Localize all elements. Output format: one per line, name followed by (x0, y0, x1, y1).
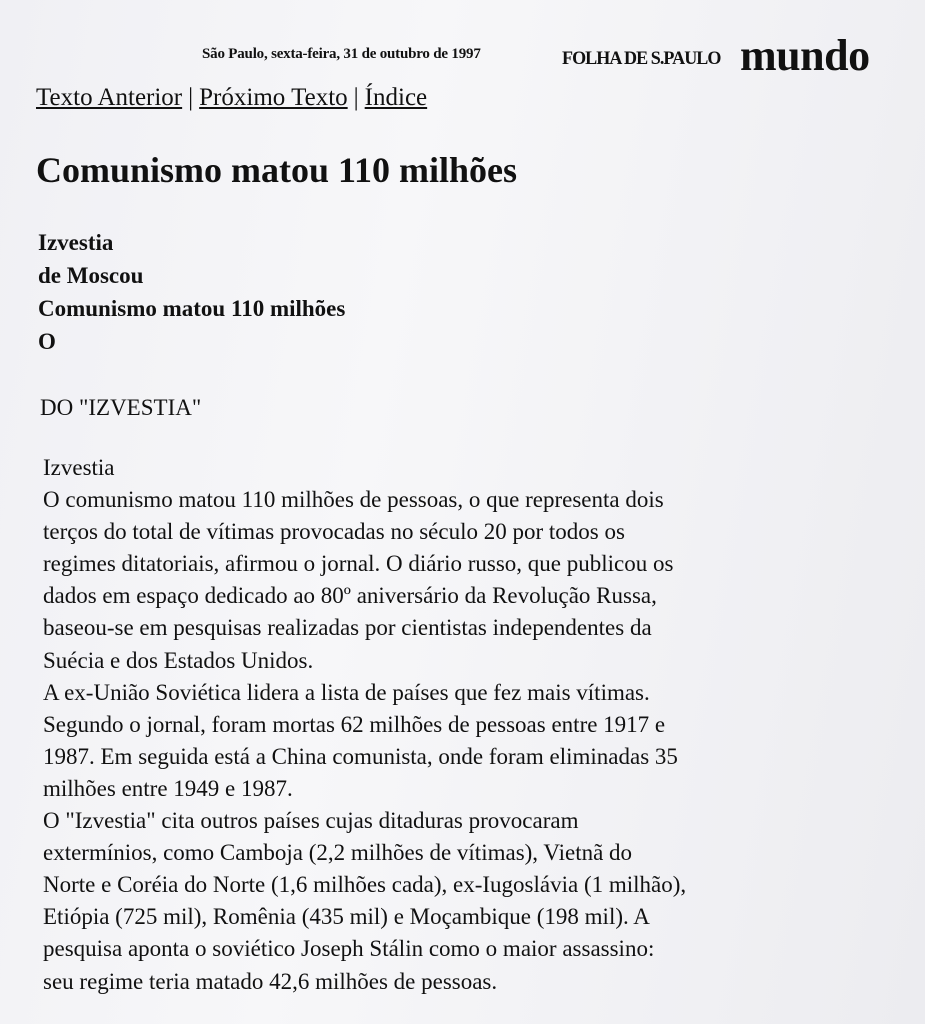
byline-line: O (38, 329, 56, 354)
body-line: 1987. Em seguida está a China comunista, onde foram eliminadas 35 (43, 743, 678, 769)
body-line: milhões entre 1949 e 1987. (43, 775, 293, 801)
nav-separator: | (188, 84, 194, 111)
body-line: Suécia e dos Estados Unidos. (43, 647, 314, 673)
body-line: pesquisa aponta o soviético Joseph Stálin como o maior assassino: (43, 936, 655, 962)
dateline: São Paulo, sexta-feira, 31 de outubro de 1997 (202, 46, 481, 62)
body-line: baseou-se em pesquisas realizadas por cientistas independentes da (43, 615, 652, 641)
next-text-link[interactable]: Próximo Texto (199, 84, 348, 111)
nav-separator: | (353, 84, 359, 111)
article-nav (36, 82, 427, 114)
byline-line: Comunismo matou 110 milhões (38, 296, 346, 321)
index-link[interactable]: Índice (364, 84, 428, 111)
byline-line: Izvestia (38, 230, 114, 255)
body-line: Izvestia (43, 455, 115, 480)
body-line: Norte e Coréia do Norte (1,6 milhões cada), ex-Iugoslávia (1 milhão), (43, 872, 687, 898)
headline: Comunismo matou 110 milhões (36, 150, 518, 190)
source-credit: DO "IZVESTIA" (40, 395, 202, 420)
body-line: regimes ditatoriais, afirmou o jornal. O diário russo, que publicou os (43, 551, 674, 577)
body-line: O comunismo matou 110 milhões de pessoas, o que representa dois (43, 487, 664, 513)
body-line: A ex-União Soviética lidera a lista de países que fez mais vítimas. (43, 679, 650, 705)
previous-text-link[interactable]: Texto Anterior (36, 84, 183, 111)
body-line: terços do total de vítimas provocadas no século 20 por todos os (43, 519, 625, 545)
byline (38, 226, 345, 358)
article-body (43, 452, 893, 998)
newspaper-logo: FOLHA DE S.PAULO (562, 48, 721, 69)
section-title: mundo (740, 31, 870, 80)
body-line: Segundo o jornal, foram mortas 62 milhões de pessoas entre 1917 e (43, 711, 666, 737)
byline-line: de Moscou (38, 263, 144, 288)
masthead (0, 31, 925, 84)
body-line: dados em espaço dedicado ao 80º aniversário da Revolução Russa, (43, 583, 657, 609)
body-line: seu regime teria matado 42,6 milhões de pessoas. (43, 968, 498, 994)
body-line: O "Izvestia" cita outros países cujas ditaduras provocaram (43, 808, 579, 834)
body-line: extermínios, como Camboja (2,2 milhões de vítimas), Vietnã do (43, 840, 633, 866)
body-line: Etiópia (725 mil), Romênia (435 mil) e Moçambique (198 mil). A (43, 904, 650, 930)
